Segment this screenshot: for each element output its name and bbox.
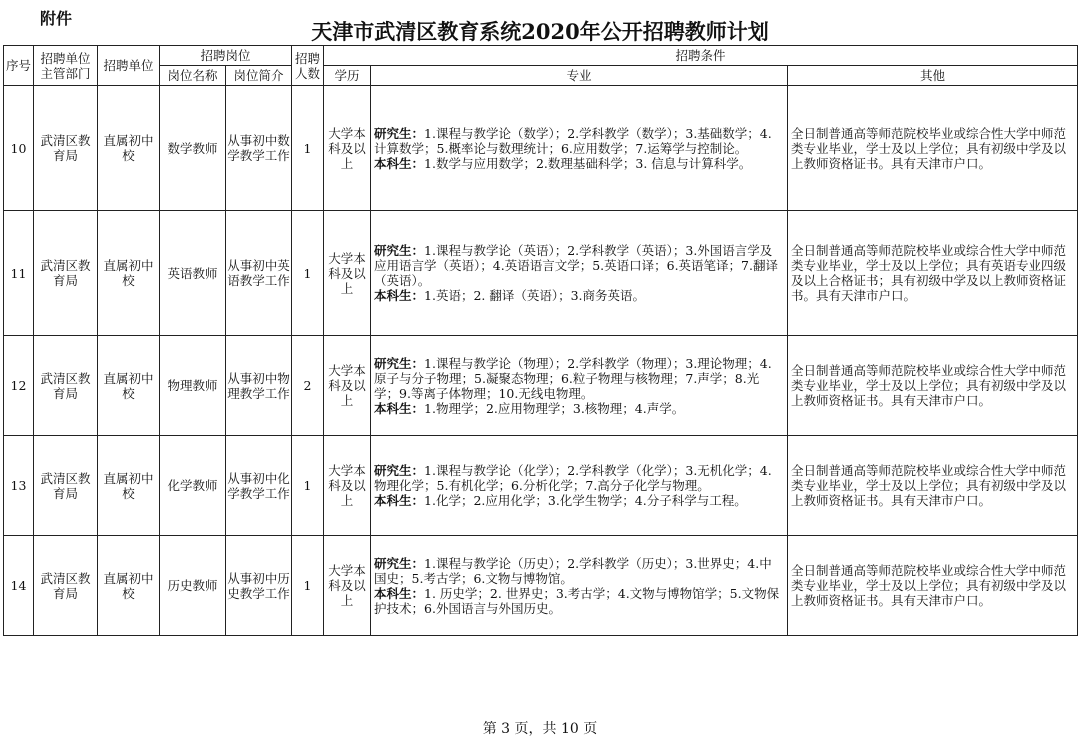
cell-unit: 直属初中校 [98, 336, 160, 436]
major-ug-text: 1.物理学；2.应用物理学；3.核物理；4.声学。 [424, 400, 685, 416]
table-row [4, 536, 1078, 636]
cell-dept: 武清区教育局 [34, 336, 98, 436]
cell-post-desc: 从事初中化学教学工作 [226, 436, 292, 536]
cell-other: 全日制普通高等师范院校毕业或综合性大学中师范类专业毕业，学士及以上学位；具有初级中学及以上教师资格证书。具有天津市户口。 [788, 86, 1078, 211]
cell-other: 全日制普通高等师范院校毕业或综合性大学中师范类专业毕业，学士及以上学位；具有初级中学及以上教师资格证书。具有天津市户口。 [788, 436, 1078, 536]
major-grad-label: 研究生： [374, 463, 425, 478]
cell-education: 大学本科及以上 [324, 86, 371, 211]
cell-major [371, 336, 788, 436]
header-education: 学历 [324, 66, 371, 86]
cell-count: 1 [292, 211, 324, 336]
header-seq: 序号 [4, 46, 34, 86]
major-grad-text: 1.课程与教学论（历史）；2.学科教学（历史）；3.世界史；4.中国史；5.考古学；6.文物与博物馆。 [374, 555, 772, 586]
cell-count: 1 [292, 536, 324, 636]
cell-dept: 武清区教育局 [34, 86, 98, 211]
cell-seq: 12 [4, 336, 34, 436]
cell-other: 全日制普通高等师范院校毕业或综合性大学中师范类专业毕业，学士及以上学位；具有初级中学及以上教师资格证书。具有天津市户口。 [788, 536, 1078, 636]
cell-dept: 武清区教育局 [34, 536, 98, 636]
cell-post-desc: 从事初中物理教学工作 [226, 336, 292, 436]
header-post-desc: 岗位简介 [226, 66, 292, 86]
cell-post-name: 英语教师 [160, 211, 226, 336]
header-other: 其他 [788, 66, 1078, 86]
major-ug-label: 本科生： [374, 493, 425, 508]
table-row [4, 436, 1078, 536]
cell-post-desc: 从事初中数学教学工作 [226, 86, 292, 211]
cell-education: 大学本科及以上 [324, 436, 371, 536]
cell-count: 1 [292, 436, 324, 536]
table-row [4, 86, 1078, 211]
cell-seq: 14 [4, 536, 34, 636]
major-grad-label: 研究生： [374, 125, 425, 141]
cell-unit: 直属初中校 [98, 86, 160, 211]
major-ug-label: 本科生： [374, 400, 425, 416]
cell-other: 全日制普通高等师范院校毕业或综合性大学中师范类专业毕业，学士及以上学位；具有英语专业四级及以上合格证书；具有初级中学及以上教师资格证书。具有天津市户口。 [788, 211, 1078, 336]
major-grad-label: 研究生： [374, 555, 425, 571]
cell-count: 1 [292, 86, 324, 211]
cell-major [371, 436, 788, 536]
table-row [4, 211, 1078, 336]
cell-count: 2 [292, 336, 324, 436]
header-dept: 招聘单位主管部门 [34, 46, 98, 86]
cell-post-name: 数学教师 [160, 86, 226, 211]
header-unit: 招聘单位 [98, 46, 160, 86]
cell-dept: 武清区教育局 [34, 436, 98, 536]
cell-seq: 10 [4, 86, 34, 211]
header-count: 招聘人数 [292, 46, 324, 86]
table-row [4, 336, 1078, 436]
header-post-name: 岗位名称 [160, 66, 226, 86]
cell-education: 大学本科及以上 [324, 211, 371, 336]
cell-major [371, 536, 788, 636]
header-post-group: 招聘岗位 [160, 46, 292, 66]
page-title: 天津市武清区教育系统2020年公开招聘教师计划 [311, 19, 769, 44]
cell-major [371, 211, 788, 336]
header-major: 专业 [371, 66, 788, 86]
major-grad-text: 1.课程与教学论（英语）；2.学科教学（英语）；3.外国语言学及应用语言学（英语）；4.英语语言文学；5.英语口译；6.英语笔译；7.翻译（英语）。 [374, 243, 778, 288]
major-grad-text: 1.课程与教学论（物理）；2.学科教学（物理）；3.理论物理；4.原子与分子物理；5.凝聚态物理；6.粒子物理与核物理；7.声学；8.光学；9.等离子体物理；10.无线电物理。 [374, 355, 772, 401]
major-ug-label: 本科生： [374, 155, 425, 171]
major-ug-text: 1.化学；2.应用化学；3.化学生物学；4.分子科学与工程。 [424, 493, 747, 508]
cell-unit: 直属初中校 [98, 211, 160, 336]
cell-education: 大学本科及以上 [324, 536, 371, 636]
cell-post-name: 物理教师 [160, 336, 226, 436]
major-grad-text: 1.课程与教学论（化学）；2.学科教学（化学）；3.无机化学；4.物理化学；5.有机化学；6.分析化学；7.高分子化学与物理。 [374, 463, 772, 493]
major-ug-label: 本科生： [374, 585, 425, 601]
cell-seq: 11 [4, 211, 34, 336]
cell-dept: 武清区教育局 [34, 211, 98, 336]
major-ug-text: 1.英语；2. 翻译（英语）；3.商务英语。 [424, 288, 646, 303]
major-ug-label: 本科生： [374, 288, 425, 303]
attachment-label: 附件 [40, 9, 73, 28]
recruitment-table [3, 45, 1078, 636]
cell-unit: 直属初中校 [98, 436, 160, 536]
major-ug-text: 1.数学与应用数学；2.数理基础科学；3. 信息与计算科学。 [424, 155, 752, 171]
cell-major [371, 86, 788, 211]
cell-seq: 13 [4, 436, 34, 536]
major-grad-label: 研究生： [374, 355, 425, 371]
cell-post-desc: 从事初中历史教学工作 [226, 536, 292, 636]
page-footer: 第 3 页，共 10 页 [482, 721, 598, 737]
header-row-1 [4, 46, 1078, 66]
cell-post-desc: 从事初中英语教学工作 [226, 211, 292, 336]
header-row-2 [4, 66, 1078, 86]
cell-post-name: 化学教师 [160, 436, 226, 536]
major-grad-label: 研究生： [374, 243, 425, 258]
cell-unit: 直属初中校 [98, 536, 160, 636]
cell-education: 大学本科及以上 [324, 336, 371, 436]
major-grad-text: 1.课程与教学论（数学）；2.学科教学（数学）；3.基础数学；4.计算数学；5.概率论与数理统计；6.应用数学；7.运筹学与控制论。 [374, 125, 772, 156]
cell-other: 全日制普通高等师范院校毕业或综合性大学中师范类专业毕业，学士及以上学位；具有初级中学及以上教师资格证书。具有天津市户口。 [788, 336, 1078, 436]
header-condition-group: 招聘条件 [324, 46, 1078, 66]
cell-post-name: 历史教师 [160, 536, 226, 636]
major-ug-text: 1. 历史学；2. 世界史；3.考古学；4.文物与博物馆学；5.文物保护技术；6.外国语言与外国历史。 [374, 585, 780, 616]
